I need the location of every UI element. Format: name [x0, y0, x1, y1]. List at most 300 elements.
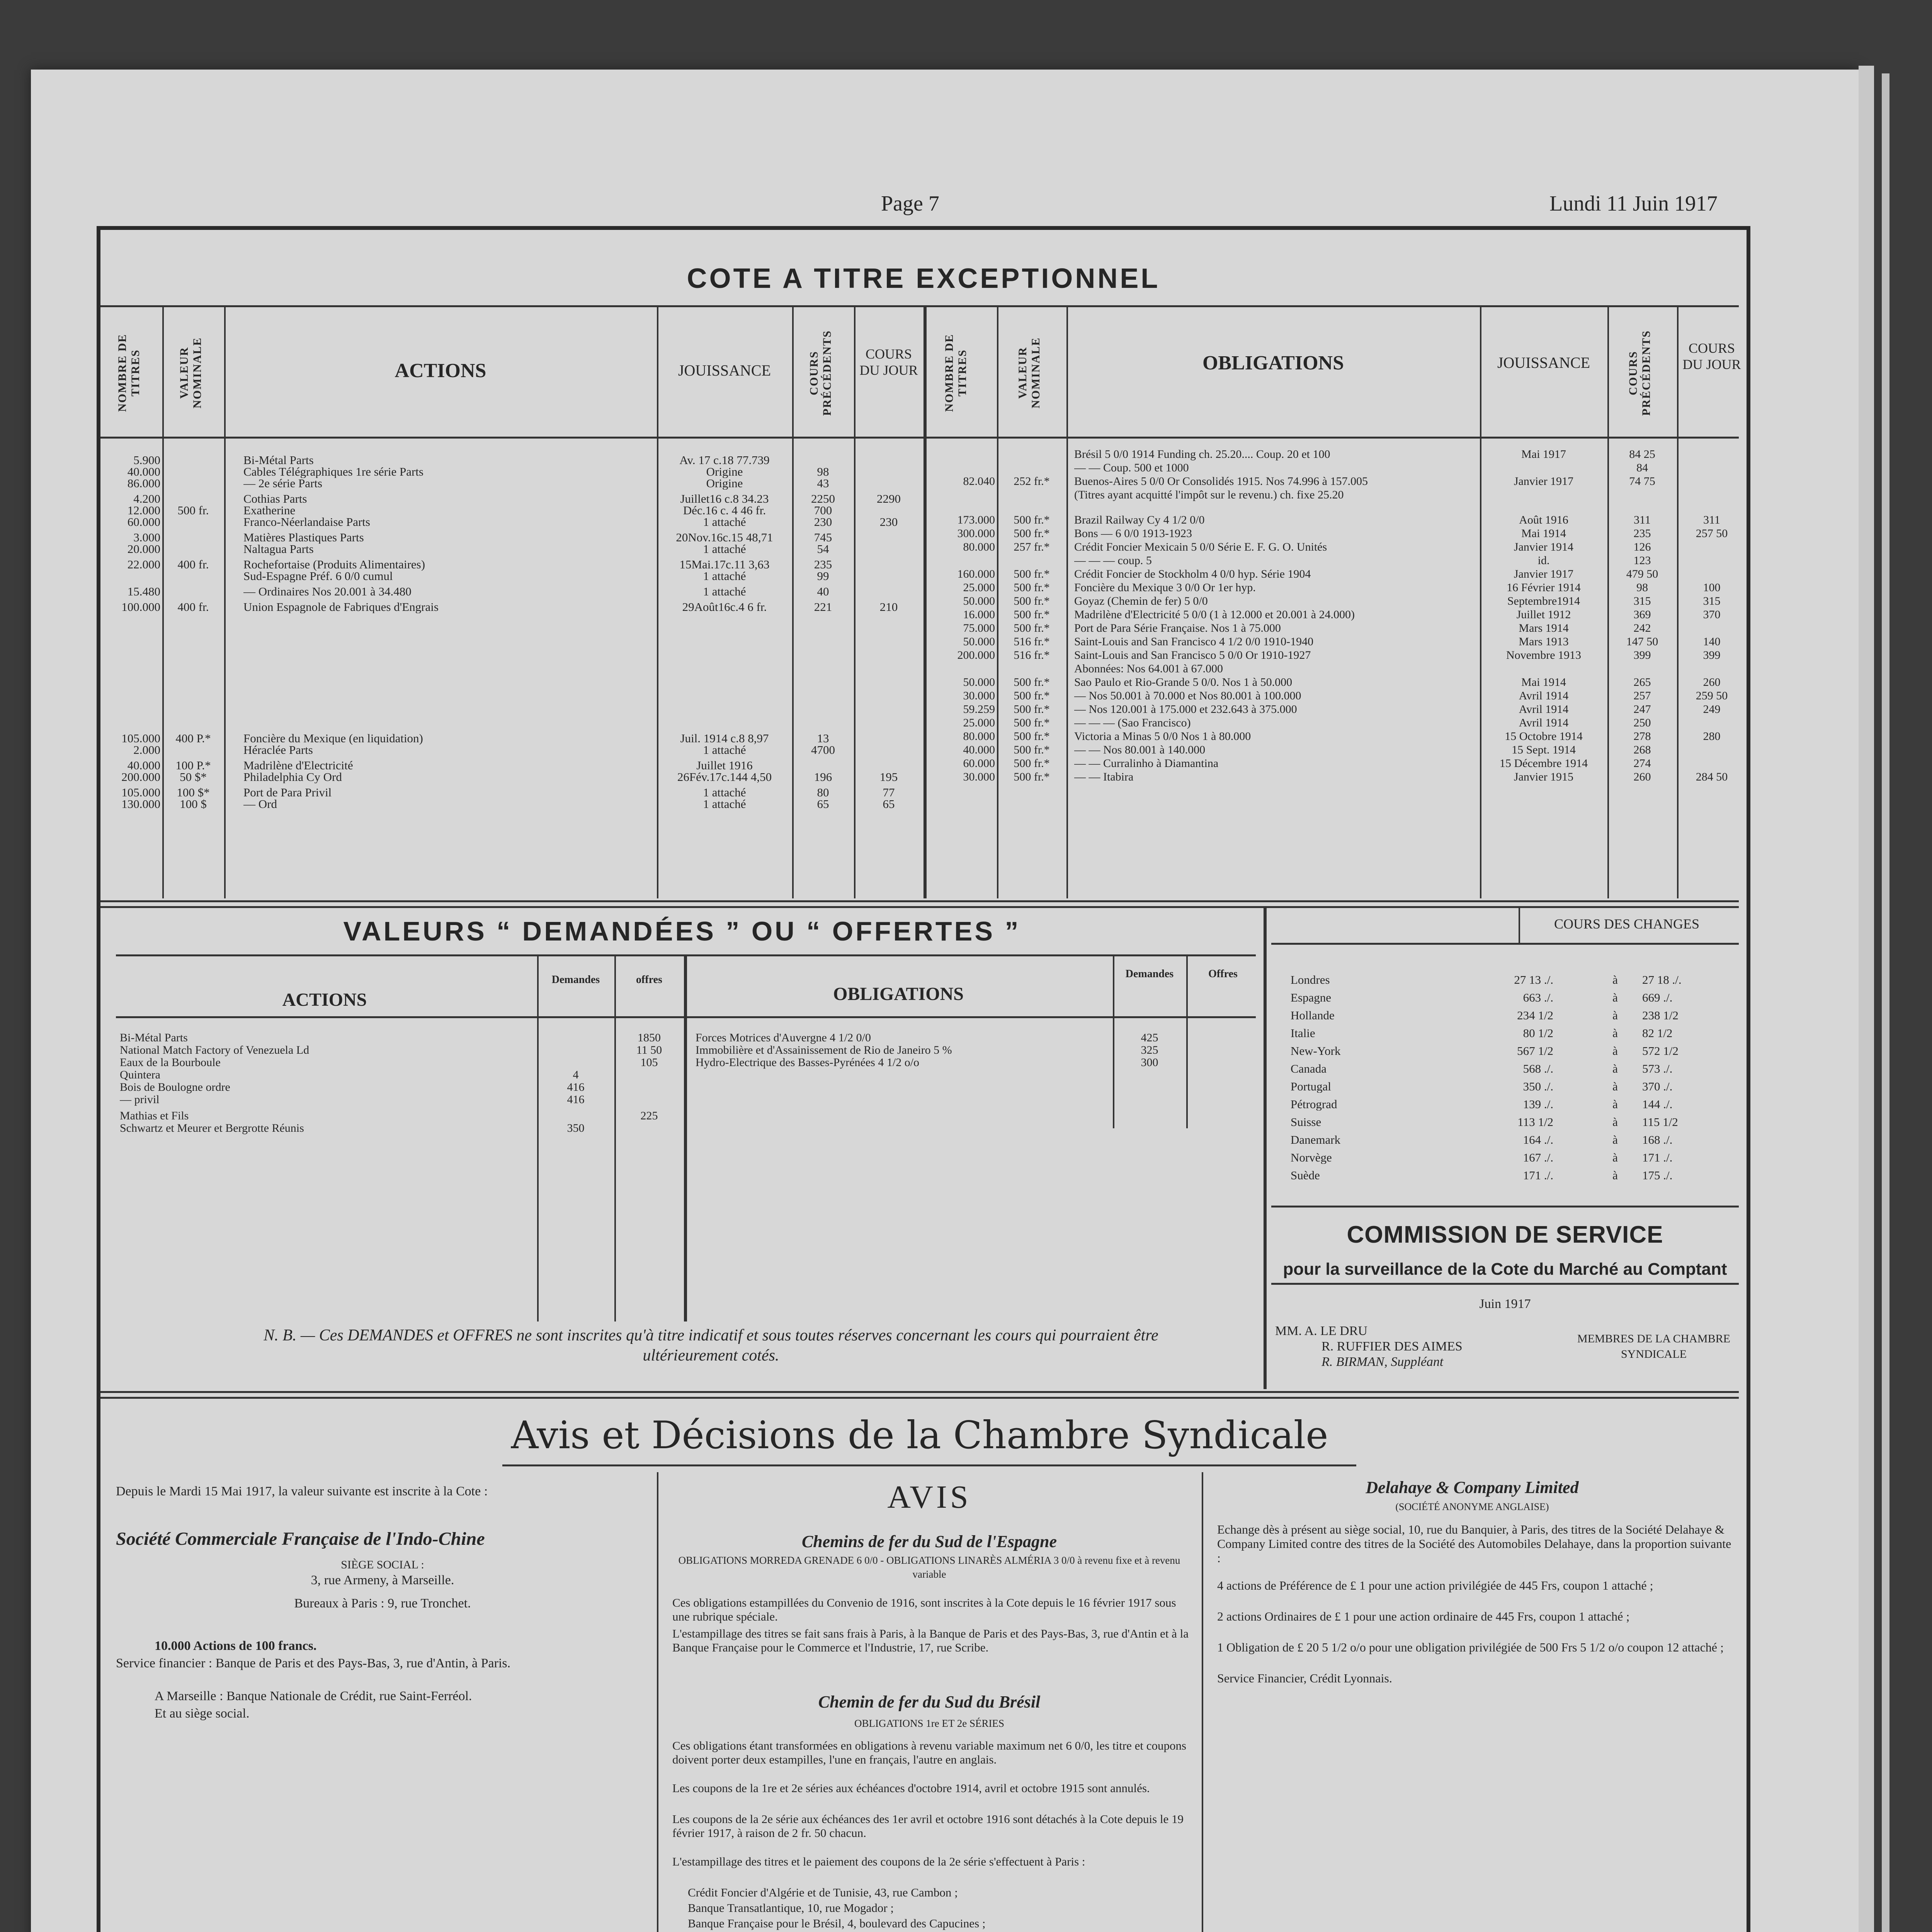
table-cell: 260 [1633, 771, 1651, 783]
col-sep [792, 307, 794, 898]
table-cell: 40.000 [127, 466, 160, 478]
avis-marseille: A Marseille : Banque Nationale de Crédit, rue Saint-Ferréol. [155, 1689, 472, 1703]
table-cell: 315 [1633, 595, 1651, 607]
table-cell: 210 [879, 601, 898, 613]
table-cell: 105 [640, 1056, 658, 1069]
table-cell: 4700 [811, 744, 835, 756]
table-cell: 105.000 [121, 732, 160, 745]
table-cell: 16 Février 1914 [1507, 582, 1581, 594]
avis-company: Société Commerciale Française de l'Indo-Chine [116, 1529, 485, 1549]
avis-sub2b: OBLIGATIONS 1re ET 2e SÉRIES [854, 1718, 1004, 1729]
table-cell: 82.040 [963, 475, 995, 488]
list-item: Quintera [120, 1069, 160, 1081]
table-cell: à [1612, 1063, 1618, 1075]
table-cell: Mai 1914 [1521, 527, 1566, 540]
avis-p4: Les coupons de la 1re et 2e séries aux échéances d'octobre 1914, avril et octobre 1915 sont annulés. [672, 1781, 1150, 1795]
list-item: Sud-Espagne Préf. 6 0/0 cumul [243, 570, 393, 582]
table-cell: 196 [814, 771, 832, 783]
table-cell: 500 fr.* [1014, 582, 1050, 594]
list-item: — — Curralinho à Diamantina [1074, 757, 1219, 770]
table-cell: 60.000 [963, 757, 995, 770]
col-nombre: NOMBRE DE TITRES [116, 333, 142, 412]
table-cell: 20Nov.16c.15 48,71 [676, 531, 773, 544]
table-cell: Origine [706, 477, 743, 490]
table-cell: 59.259 [963, 703, 995, 716]
table-cell: 43 [817, 477, 829, 490]
table-cell: 100.000 [121, 601, 160, 613]
table-cell: Mars 1913 [1519, 636, 1569, 648]
table-cell: Janvier 1917 [1514, 475, 1574, 488]
col-sep [224, 307, 226, 898]
col-sep [1480, 307, 1481, 898]
table-cell: 500 fr.* [1014, 676, 1050, 689]
table-cell: 416 [567, 1081, 585, 1094]
list-item: Port de Para Série Française. Nos 1 à 75.000 [1074, 622, 1281, 634]
table-cell: 250 [1633, 717, 1651, 729]
table-cell: 1 attaché [703, 798, 746, 810]
table-cell: id. [1537, 554, 1550, 567]
list-item: — Ordinaires Nos 20.001 à 34.480 [243, 585, 412, 598]
table-cell: 230 [879, 516, 898, 528]
col-valeur: VALEUR NOMINALE [1016, 337, 1042, 409]
table-cell: 29Août16c.4 6 fr. [682, 601, 767, 613]
list-item: — Nos 50.001 à 70.000 et Nos 80.001 à 100.000 [1074, 690, 1301, 702]
col-demandes: Demandes [551, 974, 600, 986]
table-cell: 40 [817, 585, 829, 598]
commission-title: COMMISSION DE SERVICE [1347, 1221, 1663, 1248]
col-jouissance: JOUISSANCE [1497, 354, 1590, 371]
table-cell: 80 1/2 [1523, 1027, 1553, 1039]
table-cell: 274 [1633, 757, 1651, 770]
table-cell: à [1612, 1098, 1618, 1111]
divider [100, 1391, 1739, 1393]
col-valeur: VALEUR NOMINALE [178, 337, 204, 409]
table-cell: 221 [814, 601, 832, 613]
table-cell: 2250 [811, 493, 835, 505]
table-cell: 11 50 [636, 1044, 662, 1056]
table-cell: 60.000 [127, 516, 160, 528]
table-cell: 479 50 [1626, 568, 1658, 580]
table-cell: 663 ./. [1523, 992, 1553, 1004]
table-cell: 500 fr.* [1014, 771, 1050, 783]
avis-actions: 10.000 Actions de 100 francs. [155, 1639, 317, 1653]
table-cell: 27 18 ./. [1642, 974, 1682, 986]
table-cell: 84 25 [1629, 448, 1655, 461]
list-item: — Nos 120.001 à 175.000 et 232.643 à 375.000 [1074, 703, 1297, 716]
table-cell: 259 50 [1696, 690, 1728, 702]
table-cell: 195 [879, 771, 898, 783]
table-cell: à [1612, 1134, 1618, 1146]
table-cell: 500 fr.* [1014, 595, 1050, 607]
table-cell: Septembre1914 [1507, 595, 1580, 607]
commission-date: Juin 1917 [1479, 1297, 1531, 1311]
table-cell: 1 attaché [703, 570, 746, 582]
table-cell: 238 1/2 [1642, 1009, 1679, 1022]
table-cell: 1 attaché [703, 585, 746, 598]
table-cell: 15 Octobre 1914 [1505, 730, 1583, 743]
table-cell: 50.000 [963, 636, 995, 648]
table-cell: Janvier 1917 [1514, 568, 1574, 580]
list-item: — — Nos 80.001 à 140.000 [1074, 744, 1206, 756]
table-cell: 399 [1633, 649, 1651, 662]
avis-siege: 3, rue Armeny, à Marseille. [311, 1573, 454, 1587]
table-cell: 500 fr.* [1014, 514, 1050, 526]
changes-title: COURS DES CHANGES [1554, 916, 1700, 932]
list-item: Saint-Louis and San Francisco 4 1/2 0/0 1910-1940 [1074, 636, 1314, 648]
avis-sub1: Chemins de fer du Sud de l'Espagne [801, 1532, 1057, 1551]
avis-right-p2: 4 actions de Préférence de £ 1 pour une action privilégiée de 445 Frs, coupon 1 attaché ; [1217, 1578, 1653, 1592]
list-item: Portugal [1291, 1080, 1332, 1093]
table-cell: à [1612, 1027, 1618, 1039]
table-cell: 3.000 [133, 531, 160, 544]
table-cell: 745 [814, 531, 832, 544]
table-cell: Origine [706, 466, 743, 478]
table-cell: 399 [1703, 649, 1721, 662]
divider [1271, 1206, 1739, 1208]
table-cell: 16.000 [963, 609, 995, 621]
table-cell: 235 [814, 558, 832, 571]
table-cell: 25.000 [963, 582, 995, 594]
list-item: Héraclée Parts [243, 744, 313, 756]
table-cell: 74 75 [1629, 475, 1655, 488]
demandes-title: VALEURS “ DEMANDÉES ” OU “ OFFERTES ” [343, 916, 1021, 946]
table-cell: 669 ./. [1642, 992, 1673, 1004]
table-cell: Mars 1914 [1519, 622, 1569, 634]
table-cell: 65 [817, 798, 829, 810]
col-sep [1202, 1472, 1203, 1932]
list-item: Foncière du Mexique (en liquidation) [243, 732, 423, 745]
list-item: Port de Para Privil [243, 786, 332, 799]
table-cell: 75.000 [963, 622, 995, 634]
table-cell: 4 [573, 1069, 579, 1081]
table-cell: 139 ./. [1523, 1098, 1553, 1111]
divider [1271, 943, 1739, 945]
divider [100, 906, 1739, 908]
list-item: Franco-Néerlandaise Parts [243, 516, 370, 528]
table-cell: 500 fr.* [1014, 622, 1050, 634]
col-sep [1113, 954, 1114, 1128]
table-cell: 130.000 [121, 798, 160, 810]
avis-bureaux: Bureaux à Paris : 9, rue Tronchet. [294, 1596, 471, 1611]
table-cell: Avril 1914 [1519, 690, 1569, 702]
list-item: — — — (Sao Francisco) [1074, 717, 1191, 729]
table-cell: 54 [817, 543, 829, 555]
table-cell: 573 ./. [1642, 1063, 1673, 1075]
table-cell: 325 [1141, 1044, 1158, 1056]
table-cell: 84 [1636, 462, 1648, 474]
table-cell: Janvier 1915 [1514, 771, 1574, 783]
table-cell: à [1612, 1009, 1618, 1022]
list-item: Mathias et Fils [120, 1110, 189, 1122]
col-actions: ACTIONS [282, 990, 367, 1010]
table-cell: 140 [1703, 636, 1721, 648]
table-cell: 500 fr.* [1014, 690, 1050, 702]
table-cell: 247 [1633, 703, 1651, 716]
table-cell: 98 [817, 466, 829, 478]
table-cell: 249 [1703, 703, 1721, 716]
col-cours-prec: COURS PRÉCÉDENTS [1627, 330, 1653, 416]
table-cell: 1 attaché [703, 744, 746, 756]
list-item: Victoria a Minas 5 0/0 Nos 1 à 80.000 [1074, 730, 1251, 743]
table-cell: 144 ./. [1642, 1098, 1673, 1111]
list-item: Hollande [1291, 1009, 1335, 1022]
table-cell: 30.000 [963, 690, 995, 702]
list-item: Pétrograd [1291, 1098, 1337, 1111]
avis-siege2: Et au siège social. [155, 1706, 250, 1721]
divider [100, 1397, 1739, 1399]
table-cell: 65 [883, 798, 895, 810]
table-cell: 311 [1703, 514, 1720, 526]
avis-p5: Les coupons de la 2e série aux échéances des 1er avril et octobre 1916 sont détachés à la Cote depuis le 19 février 1917, à raison de 2 fr. 50 chacun. [672, 1812, 1184, 1840]
list-item: Madrilène d'Electricité 5 0/0 (1 à 12.000 et 20.001 à 24.000) [1074, 609, 1355, 621]
list-item: Naltagua Parts [243, 543, 314, 555]
commission-subtitle: pour la surveillance de la Cote du Marché au Comptant [1283, 1260, 1727, 1279]
table-cell: 160.000 [957, 568, 995, 580]
avis-right-company: Delahaye & Company Limited [1366, 1478, 1579, 1497]
table-cell: 284 50 [1696, 771, 1728, 783]
page-edge [1859, 66, 1874, 1932]
table-cell: 268 [1633, 744, 1651, 756]
list-item: Italie [1291, 1027, 1315, 1039]
table-cell: 242 [1633, 622, 1651, 634]
list-item: Canada [1291, 1063, 1327, 1075]
list-item: Exatherine [243, 504, 296, 517]
avis-p2: L'estampillage des titres se fait sans frais à Paris, à la Banque de Paris et des Pays-Bas, 3, rue d'Antin et à la Banque Française pour le Commerce et l'Industrie, 17, rue Scribe. [672, 1627, 1189, 1654]
table-cell: 265 [1633, 676, 1651, 689]
table-cell: 80.000 [963, 541, 995, 553]
table-cell: 115 1/2 [1642, 1116, 1678, 1128]
table-cell: 175 ./. [1642, 1169, 1673, 1182]
col-nombre: NOMBRE DE TITRES [943, 333, 969, 412]
page-edge [1882, 73, 1889, 1932]
col-sep [537, 954, 539, 1321]
avis-right-p4: 1 Obligation de £ 20 5 1/2 o/o pour une obligation privilégiée de 500 Frs 5 1/2 o/o coupon 12 attaché ; [1217, 1640, 1724, 1654]
col-cours-prec: COURS PRÉCÉDENTS [808, 330, 833, 416]
list-item: Union Espagnole de Fabriques d'Engrais [243, 601, 439, 613]
table-cell: 568 ./. [1523, 1063, 1553, 1075]
table-cell: à [1612, 974, 1618, 986]
table-cell: 200.000 [957, 649, 995, 662]
table-cell: 99 [817, 570, 829, 582]
table-cell: 167 ./. [1523, 1151, 1553, 1164]
divider [100, 437, 1739, 439]
table-cell: 26Fév.17c.144 4,50 [677, 771, 772, 783]
table-cell: Juil. 1914 c.8 8,97 [680, 732, 769, 745]
divider [1271, 1283, 1739, 1285]
list-item: — 2e série Parts [243, 477, 323, 490]
table-cell: Juillet16 c.8 34.23 [680, 493, 769, 505]
table-cell: 30.000 [963, 771, 995, 783]
page-number: Page 7 [881, 192, 939, 216]
table-cell: 25.000 [963, 717, 995, 729]
table-cell: Mai 1914 [1521, 676, 1566, 689]
col-obligations: OBLIGATIONS [833, 984, 964, 1004]
table-cell: 278 [1633, 730, 1651, 743]
table-cell: à [1612, 992, 1618, 1004]
table-cell: 370 ./. [1642, 1080, 1673, 1093]
table-cell: 225 [640, 1110, 658, 1122]
col-offres: offres [636, 974, 662, 986]
list-item: — — Coup. 500 et 1000 [1074, 462, 1189, 474]
table-cell: 27 13 ./. [1514, 974, 1553, 986]
list-item: Foncière du Mexique 3 0/0 Or 1er hyp. [1074, 582, 1256, 594]
table-cell: 500 fr.* [1014, 744, 1050, 756]
table-cell: 77 [883, 786, 895, 799]
col-demandes: Demandes [1125, 968, 1174, 980]
col-sep [614, 954, 616, 1321]
table-cell: 171 ./. [1642, 1151, 1673, 1164]
avis-p9: Banque Française pour le Brésil, 4, boulevard des Capucines ; [688, 1917, 986, 1930]
table-cell: 315 [1703, 595, 1721, 607]
col-cours-jour: COURS DU JOUR [859, 346, 918, 378]
avis-intro: Depuis le Mardi 15 Mai 1917, la valeur suivante est inscrite à la Cote : [116, 1484, 488, 1498]
list-item: Sao Paulo et Rio-Grande 5 0/0. Nos 1 à 50.000 [1074, 676, 1293, 689]
table-cell: 311 [1634, 514, 1651, 526]
avis-p7: Crédit Foncier d'Algérie et de Tunisie, 43, rue Cambon ; [688, 1886, 958, 1899]
col-sep [854, 307, 855, 898]
table-cell: 123 [1633, 554, 1651, 567]
col-sep [1607, 307, 1609, 898]
table-cell: 200.000 [121, 771, 160, 783]
col-sep [657, 307, 658, 898]
list-item: Philadelphia Cy Ord [243, 771, 342, 783]
table-cell: 105.000 [121, 786, 160, 799]
list-item: Matières Plastiques Parts [243, 531, 364, 544]
list-item: Brazil Railway Cy 4 1/2 0/0 [1074, 514, 1205, 526]
col-obligations: OBLIGATIONS [1202, 352, 1344, 374]
table-cell: 350 ./. [1523, 1080, 1553, 1093]
table-cell: 400 P.* [175, 732, 211, 745]
table-cell: 252 fr.* [1014, 475, 1050, 488]
list-item: (Titres ayant acquitté l'impôt sur le revenu.) ch. fixe 25.20 [1074, 489, 1344, 501]
list-item: Londres [1291, 974, 1330, 986]
list-item: — — Itabira [1074, 771, 1134, 783]
col-cours-jour: COURS DU JOUR [1682, 340, 1741, 372]
list-item: — — — coup. 5 [1074, 554, 1152, 567]
table-cell: 80 [817, 786, 829, 799]
table-cell: 50.000 [963, 676, 995, 689]
table-cell: 500 fr.* [1014, 703, 1050, 716]
avis-p8: Banque Transatlantique, 10, rue Mogador ; [688, 1901, 894, 1915]
table-cell: Août 1916 [1519, 514, 1568, 526]
table-cell: 500 fr.* [1014, 730, 1050, 743]
table-cell: 20.000 [127, 543, 160, 555]
table-cell: 257 [1633, 690, 1651, 702]
avis-sub1b: OBLIGATIONS MORREDA GRENADE 6 0/0 - OBLIGATIONS LINARÈS ALMÉRIA 3 0/0 à revenu fixe et à revenu variable [678, 1554, 1180, 1580]
table-cell: 126 [1633, 541, 1651, 553]
table-cell: 230 [814, 516, 832, 528]
avis-right-p1: Echange dès à présent au siège social, 10, rue du Banquier, à Paris, des titres de la Société Delahaye & Company Limited contre des titres de la Société des Automobiles Delahaye, dans la proportion suivante : [1217, 1522, 1731, 1565]
table-cell: 82 1/2 [1642, 1027, 1673, 1039]
table-cell: 350 [567, 1122, 585, 1134]
demandes-note: N. B. — Ces DEMANDES et OFFRES ne sont inscrites qu'à titre indicatif et sous toutes réserves concernant les cours qui pourraient être ultérieurement cotés. [264, 1327, 1158, 1364]
list-item: Cables Télégraphiques 1re série Parts [243, 466, 423, 478]
list-item: Bois de Boulogne ordre [120, 1081, 230, 1094]
commission-role: MEMBRES DE LA CHAMBRE SYNDICALE [1577, 1332, 1730, 1361]
list-item: Bons — 6 0/0 1913-1923 [1074, 527, 1192, 540]
table-cell: 500 fr.* [1014, 527, 1050, 540]
table-cell: 15.480 [127, 585, 160, 598]
table-cell: 100 $* [177, 786, 210, 799]
list-item: Madrilène d'Electricité [243, 759, 353, 772]
col-sep [1066, 307, 1068, 898]
list-item: Danemark [1291, 1134, 1341, 1146]
col-offres: Offres [1208, 968, 1238, 980]
table-cell: 15Mai.17c.11 3,63 [679, 558, 770, 571]
table-cell: Déc.16 c. 4 46 fr. [683, 504, 766, 517]
avis-title: Avis et Décisions de la Chambre Syndicale [511, 1413, 1328, 1458]
list-item: New-York [1291, 1045, 1341, 1057]
table-cell: à [1612, 1151, 1618, 1164]
avis-service: Service financier : Banque de Paris et des Pays-Bas, 3, rue d'Antin, à Paris. [116, 1656, 511, 1670]
table-cell: Avril 1914 [1519, 717, 1569, 729]
col-sep [1519, 906, 1520, 945]
table-cell: 567 1/2 [1517, 1045, 1553, 1057]
table-cell: à [1612, 1080, 1618, 1093]
col-sep [997, 307, 998, 898]
col-jouissance: JOUISSANCE [678, 362, 771, 379]
col-sep [1186, 954, 1188, 1128]
col-sep [1677, 307, 1679, 898]
table-cell: 572 1/2 [1642, 1045, 1679, 1057]
table-cell: 257 50 [1696, 527, 1728, 540]
table-cell: 22.000 [127, 558, 160, 571]
table-cell: à [1612, 1116, 1618, 1128]
table-cell: 1 attaché [703, 786, 746, 799]
col-actions: ACTIONS [395, 360, 486, 382]
avis-heading: AVIS [887, 1479, 971, 1515]
list-item: — Ord [243, 798, 277, 810]
table-cell: 100 [1703, 582, 1721, 594]
table-cell: 4.200 [133, 493, 160, 505]
table-cell: 400 fr. [177, 601, 209, 613]
list-item: Bi-Métal Parts [243, 454, 314, 466]
col-sep [657, 1472, 658, 1932]
table-cell: 2.000 [133, 744, 160, 756]
table-cell: Avril 1914 [1519, 703, 1569, 716]
table-cell: 40.000 [963, 744, 995, 756]
table-cell: Juillet 1916 [696, 759, 753, 772]
list-item: Saint-Louis and San Francisco 5 0/0 Or 1910-1927 [1074, 649, 1311, 662]
list-item: Norvège [1291, 1151, 1332, 1164]
table-cell: 516 fr.* [1014, 636, 1050, 648]
table-cell: 80.000 [963, 730, 995, 743]
list-item: Buenos-Aires 5 0/0 Or Consolidés 1915. Nos 74.996 à 157.005 [1074, 475, 1368, 488]
avis-right-sub: (SOCIÉTÉ ANONYME ANGLAISE) [1395, 1501, 1549, 1512]
table-cell: 260 [1703, 676, 1721, 689]
table-cell: 50 $* [180, 771, 207, 783]
cote-title: COTE A TITRE EXCEPTIONNEL [687, 263, 1160, 294]
table-cell: 500 fr.* [1014, 757, 1050, 770]
list-item: Suède [1291, 1169, 1320, 1182]
table-cell: 86.000 [127, 477, 160, 490]
table-cell: 168 ./. [1642, 1134, 1673, 1146]
table-cell: 12.000 [127, 504, 160, 517]
table-cell: 50.000 [963, 595, 995, 607]
divider [116, 1016, 1256, 1018]
table-cell: 500 fr.* [1014, 609, 1050, 621]
list-item: — privil [120, 1094, 160, 1106]
table-cell: 300 [1141, 1056, 1158, 1069]
list-item: Goyaz (Chemin de fer) 5 0/0 [1074, 595, 1208, 607]
list-item: Brésil 5 0/0 1914 Funding ch. 25.20.... Coup. 20 et 100 [1074, 448, 1330, 461]
page-date: Lundi 11 Juin 1917 [1549, 192, 1718, 216]
table-cell: 164 ./. [1523, 1134, 1553, 1146]
table-cell: 425 [1141, 1032, 1158, 1044]
divider [502, 1464, 1356, 1466]
table-cell: 1 attaché [703, 543, 746, 555]
table-cell: 370 [1703, 609, 1721, 621]
